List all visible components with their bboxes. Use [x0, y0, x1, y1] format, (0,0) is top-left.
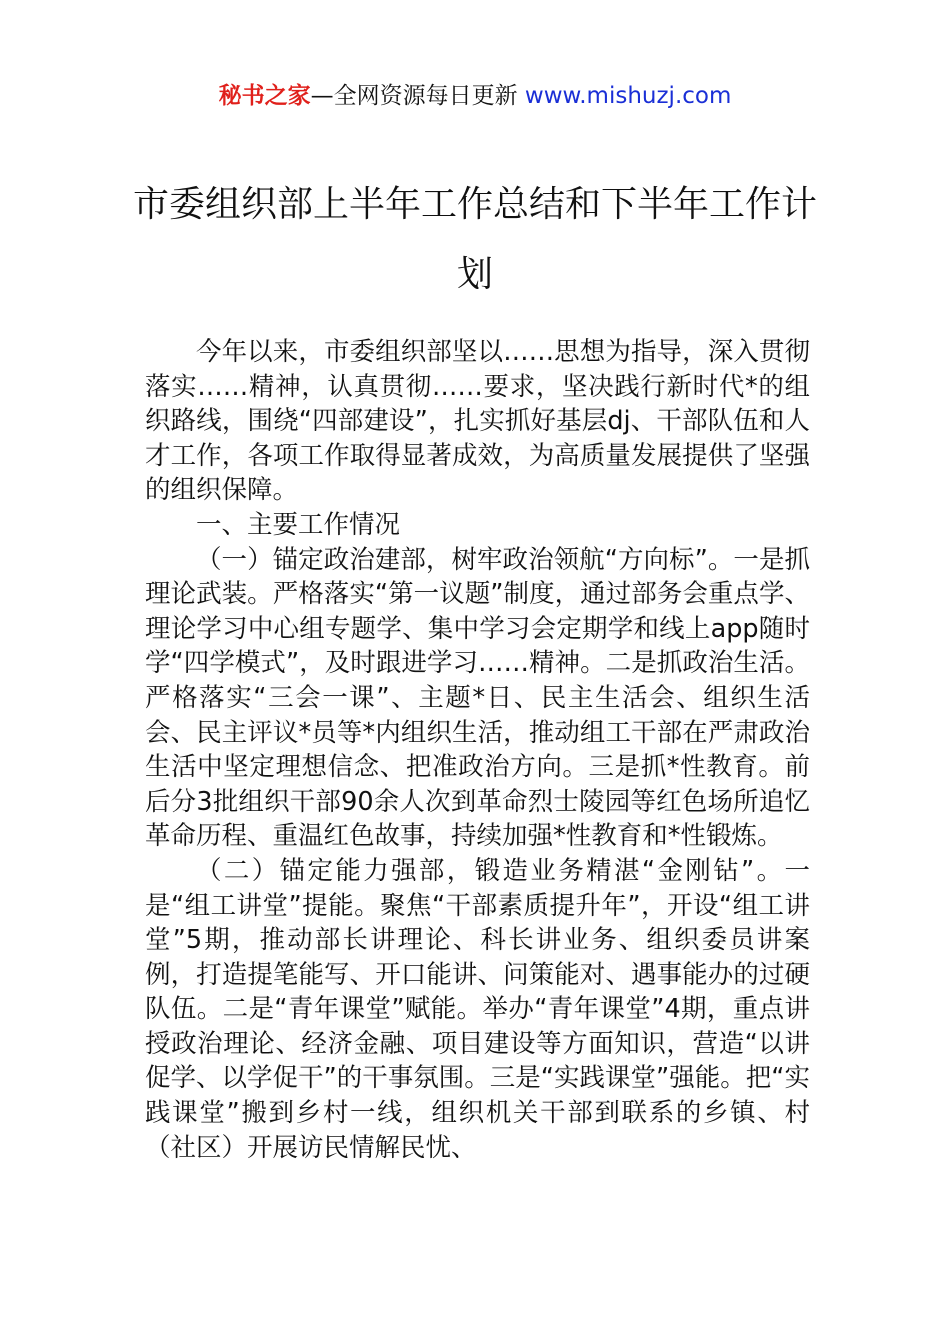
intro-paragraph: 今年以来，市委组织部坚以……思想为指导，深入贯彻落实……精神，认真贯彻……要求，坚决践行新时代*的组织路线，围绕“四部建设”，扎实抓好基层dj、干部队伍和人才工作，各项工作取得显著成效，为高质量发展提供了坚强的组织保障。	[145, 337, 810, 506]
brand-name: 秘书之家	[218, 83, 311, 109]
body-paragraph: （二）锚定能力强部，锻造业务精湛“金刚钻”。一是“组工讲堂”提能。聚焦“干部素质提升年”，开设“组工讲堂”5期，推动部长讲理论、科长讲业务、组织委员讲案例，打造提笔能写、开口能讲、问策能对、遇事能办的过硬队伍。二是“青年课堂”赋能。举办“青年课堂”4期，重点讲授政治理论、经济金融、项目建设等方面知识，营造“以讲促学、以学促干”的干事氛围。三是“实践课堂”强能。把“实践课堂”搬到乡村一线，组织机关干部到联系的乡镇、村（社区）开展访民情解民忧、	[145, 855, 810, 1163]
document-body	[145, 335, 810, 1165]
document-title: 市委组织部上半年工作总结和下半年工作计划	[132, 184, 817, 295]
header-slogan: —全网资源每日更新	[310, 83, 525, 109]
body-paragraph: （一）锚定政治建部，树牢政治领航“方向标”。一是抓理论武装。严格落实“第一议题”制度，通过部务会重点学、理论学习中心组专题学、集中学习会定期学和线上app随时学“四学模式”，及时跟进学习……精神。二是抓政治生活。严格落实“三会一课”、主题*日、民主生活会、组织生活会、民主评议*员等*内组织生活，推动组工干部在严肃政治生活中坚定理想信念、把准政治方向。三是抓*性教育。前后分3批组织干部90余人次到革命烈士陵园等红色场所追忆革命历程、重温红色故事，持续加强*性教育和*性锻炼。	[145, 544, 810, 852]
site-header	[0, 80, 950, 112]
site-url-link[interactable]: www.mishuzj.com	[524, 83, 732, 109]
section-heading: 一、主要工作情况	[196, 509, 401, 540]
